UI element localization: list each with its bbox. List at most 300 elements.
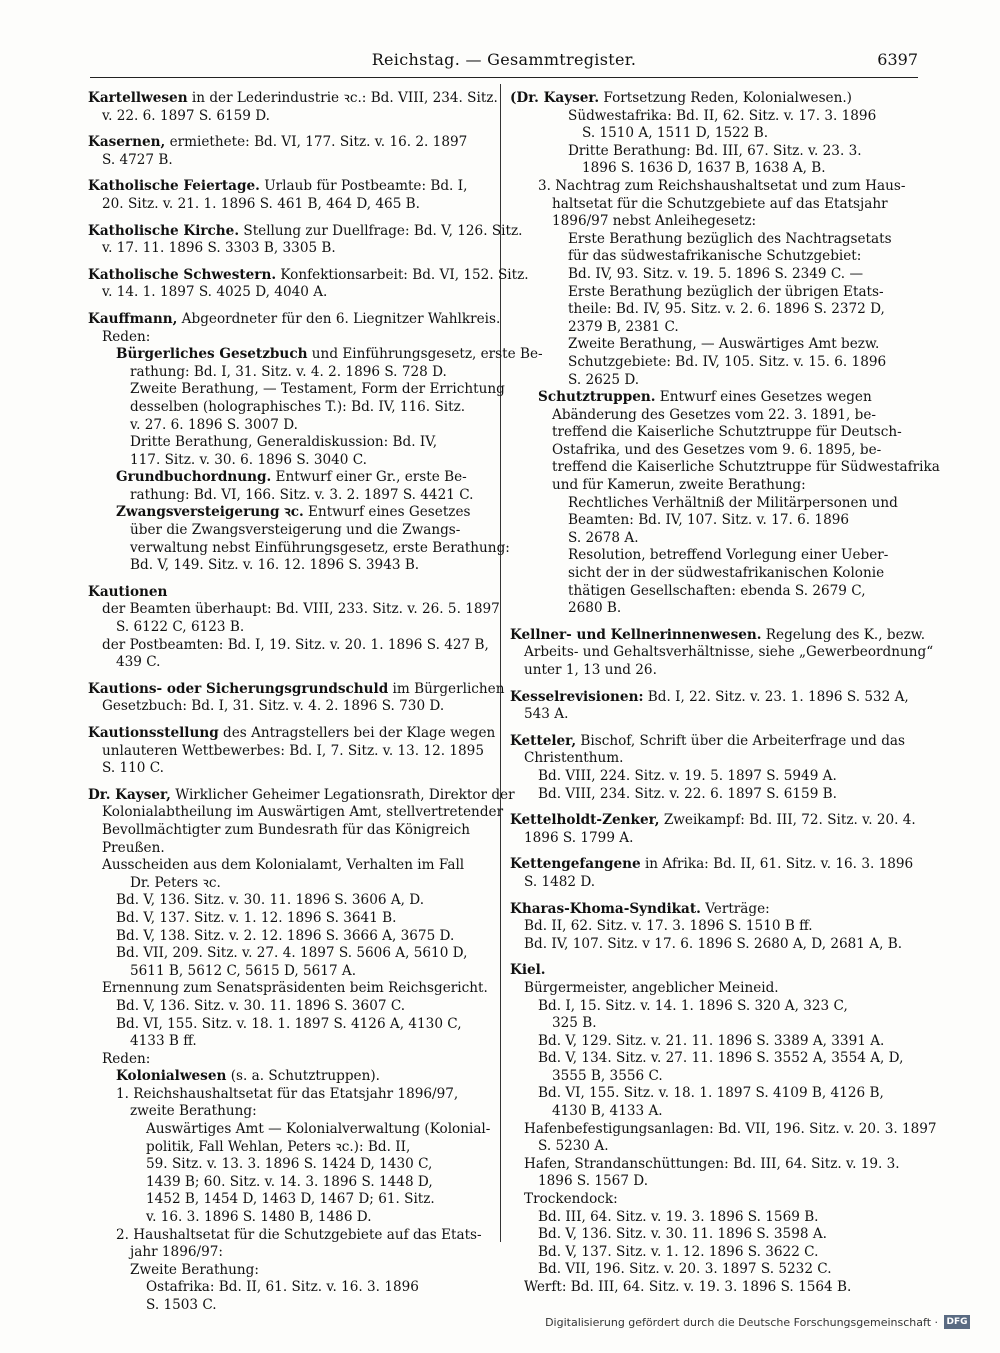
entry-line: [88, 1279, 492, 1297]
entry-line: [88, 1227, 492, 1245]
entry-line: [510, 284, 920, 302]
index-entry: [88, 178, 492, 213]
entry-line: [510, 477, 920, 495]
entry-line: [88, 928, 492, 946]
entry-line: [510, 336, 920, 354]
entry-text: der Beamten überhaupt: Bd. VIII, 233. Sitz. v. 26. 5. 1897: [102, 601, 500, 618]
entry-text: 20. Sitz. v. 21. 1. 1896 S. 461 B, 464 D, 465 B.: [102, 195, 420, 212]
entry-text: Bd. I, 15. Sitz. v. 14. 1. 1896 S. 320 A, 323 C,: [538, 997, 848, 1014]
entry-line: [510, 786, 920, 804]
index-entry: [510, 689, 920, 724]
entry-text: in Afrika: Bd. II, 61. Sitz. v. 16. 3. 1896: [640, 856, 914, 873]
entry-line: [88, 804, 504, 822]
entry-line: [88, 222, 523, 241]
entry-line: [88, 945, 492, 963]
entry-line: [88, 654, 492, 672]
entry-text: Entwurf einer Gr., erste Be-: [271, 469, 467, 486]
entry-line: [88, 760, 492, 778]
entry-text: Ausscheiden aus dem Kolonialamt, Verhalten im Fall: [102, 857, 465, 874]
entry-text: treffend die Kaiserliche Schutztruppe für Südwestafrika: [552, 459, 940, 476]
entry-text: Zweite Berathung:: [130, 1261, 259, 1278]
entry-text: Erste Berathung bezüglich der übrigen Etats-: [568, 283, 884, 300]
entry-line: [88, 1297, 492, 1315]
entry-line: [88, 725, 496, 743]
entry-line: [510, 936, 920, 954]
entry-text: S. 1503 C.: [146, 1297, 217, 1313]
entry-text: Auswärtiges Amt — Kolonialverwaltung (Kolonial-: [146, 1121, 491, 1138]
entry-text: 3. Nachtrag zum Reichshaushaltsetat und zum Haus-: [538, 177, 906, 194]
entry-text: 5611 B, 5612 C, 5615 D, 5617 A.: [130, 962, 357, 979]
entry-text: Fortsetzung Reden, Kolonialwesen.): [599, 90, 852, 106]
entry-line: [88, 822, 492, 840]
entry-line: [88, 329, 492, 347]
entry-text: für das südwestafrikanische Schutzgebiet:: [568, 248, 862, 265]
entry-text: 325 B.: [552, 1015, 597, 1032]
entry-line: [88, 240, 492, 258]
entry-line: [88, 1051, 492, 1069]
index-entry: [88, 90, 498, 125]
entry-text: Bd. I, 22. Sitz. v. 23. 1. 1896 S. 532 A,: [643, 688, 909, 705]
entry-text: thätigen Gesellschaften: ebenda S. 2679 C,: [568, 582, 866, 599]
entry-text: Dritte Berathung: Bd. III, 67. Sitz. v. 23. 3.: [568, 142, 862, 159]
entry-keyword: Kettengefangene: [510, 856, 641, 873]
entry-text: Bd. V, 136. Sitz. v. 30. 11. 1896 S. 3606 A, D.: [116, 892, 425, 909]
index-entry: [510, 626, 934, 680]
entry-line: [88, 152, 492, 170]
entry-line: [510, 706, 920, 724]
entry-line: [510, 644, 934, 662]
right-column: [510, 90, 940, 1306]
index-entry: [510, 856, 920, 891]
entry-text: Bd. V, 134. Sitz. v. 27. 11. 1896 S. 3552 A, 3554 A, D,: [538, 1050, 904, 1067]
entry-text: S. 4727 B.: [102, 151, 173, 168]
entry-text: Verträge:: [700, 900, 770, 917]
entry-text: ermiethete: Bd. VI, 177. Sitz. v. 16. 2. 1897: [165, 134, 468, 151]
entry-keyword: Kellner- und Kellnerinnenwesen.: [510, 626, 762, 643]
entry-line: [88, 1191, 492, 1209]
entry-line: [510, 998, 920, 1016]
entry-text: Hafenbefestigungsanlagen: Bd. VII, 196. Sitz. v. 20. 3. 1897: [524, 1120, 937, 1137]
entry-line: [88, 399, 492, 417]
entry-line: [510, 626, 926, 645]
entry-text: Beamten: Bd. IV, 107. Sitz. v. 17. 6. 1896: [568, 512, 850, 529]
index-entry: [88, 266, 529, 302]
index-entry: [510, 812, 920, 847]
entry-text: Bürgermeister, angeblicher Meineid.: [524, 979, 779, 996]
entry-line: [510, 495, 920, 513]
entry-line: [88, 539, 510, 558]
entry-line: [510, 1085, 920, 1103]
entry-text: Wirklicher Geheimer Legationsrath, Direktor der: [170, 786, 515, 803]
entry-line: [510, 980, 920, 998]
entry-line: [88, 1016, 492, 1034]
entry-line: [510, 856, 920, 874]
entry-text: v. 16. 3. 1896 S. 1480 B, 1486 D.: [146, 1209, 372, 1226]
entry-text: Bd. VII, 196. Sitz. v. 20. 3. 1897 S. 5232 C.: [538, 1261, 832, 1278]
running-title: Reichstag. — Gesammtregister.: [371, 50, 637, 69]
entry-text: Bd. IV, 93. Sitz. v. 19. 5. 1896 S. 2349 C. —: [568, 265, 864, 282]
entry-text: unter 1, 13 und 26.: [524, 662, 657, 678]
entry-text: der Postbeamten: Bd. I, 19. Sitz. v. 20. 1. 1896 S. 427 B,: [102, 636, 489, 653]
entry-line: [510, 1191, 920, 1209]
entry-line: [88, 892, 492, 910]
entry-text: Bd. II, 62. Sitz. v. 17. 3. 1896 S. 1510 B ff.: [524, 918, 813, 935]
entry-text: Hafen, Strandanschüttungen: Bd. III, 64. Sitz. v. 19. 3.: [524, 1155, 900, 1172]
entry-line: [88, 310, 501, 329]
entry-line: [88, 452, 492, 470]
entry-text: Rechtliches Verhältniß der Militärpersonen und: [568, 494, 898, 511]
entry-line: [88, 1121, 492, 1139]
entry-line: [510, 565, 920, 583]
entry-line: [510, 812, 920, 830]
entry-text: Zweite Berathung, — Testament, Form der Errichtung: [130, 381, 505, 398]
entry-line: [510, 196, 920, 214]
entry-line: [88, 1156, 492, 1174]
entry-text: S. 1482 D.: [524, 873, 596, 890]
entry-text: Ernennung zum Senatspräsidenten beim Reichsgericht.: [102, 980, 488, 997]
entry-keyword: Kautionsstellung: [88, 725, 219, 741]
entry-text: S. 2678 A.: [568, 529, 639, 546]
entry-line: [88, 601, 500, 619]
entry-text: 4130 B, 4133 A.: [552, 1103, 663, 1120]
entry-text: treffend die Kaiserliche Schutztruppe für Deutsch-: [552, 424, 902, 441]
entry-line: [510, 662, 920, 680]
entry-line: [510, 1244, 920, 1262]
entry-line: [510, 266, 920, 284]
entry-line: [88, 584, 492, 602]
index-entry: [88, 680, 505, 716]
entry-line: [88, 557, 492, 575]
entry-text: Bd. IV, 107. Sitz. v 17. 6. 1896 S. 2680 A, D, 2681 A, B.: [524, 935, 903, 952]
entry-line: [510, 874, 920, 892]
index-entry: [510, 733, 920, 803]
entry-text: 2379 B, 2381 C.: [568, 318, 679, 335]
entry-text: sicht der in der südwestafrikanischen Kolonie: [568, 565, 885, 582]
entry-line: [88, 1244, 492, 1262]
entry-line: [88, 680, 505, 699]
entry-text: Stellung zur Duellfrage: Bd. V, 126. Sitz.: [239, 222, 523, 239]
entry-text: jahr 1896/97:: [130, 1244, 223, 1261]
header-rule: [90, 77, 918, 78]
entry-line: [88, 743, 492, 761]
footer-credit: Digitalisierung gefördert durch die Deutsche Forschungsgemeinschaft ·: [545, 1315, 938, 1329]
entry-line: [88, 108, 492, 126]
entry-text: Bd. V, 137. Sitz. v. 1. 12. 1896 S. 3622 C.: [538, 1243, 819, 1260]
entry-line: [510, 301, 920, 319]
entry-text: 1896 S. 1567 D.: [538, 1173, 649, 1190]
entry-text: Abgeordneter für den 6. Liegnitzer Wahlkreis.: [177, 310, 501, 327]
entry-line: [88, 1209, 492, 1227]
entry-line: [510, 1173, 920, 1191]
entry-line: [88, 434, 492, 452]
entry-line: [510, 354, 920, 372]
entry-text: Schutzgebiete: Bd. IV, 105. Sitz. v. 15. 6. 1896: [568, 353, 887, 370]
entry-text: Zweite Berathung, — Auswärtiges Amt bezw.: [568, 336, 880, 353]
entry-line: [510, 125, 920, 143]
entry-text: Reden:: [102, 328, 151, 345]
entry-text: 1439 B; 60. Sitz. v. 14. 3. 1896 S. 1448 D,: [146, 1173, 433, 1190]
entry-line: [88, 381, 505, 399]
entry-line: [510, 750, 920, 768]
entry-text: 117. Sitz. v. 30. 6. 1896 S. 3040 C.: [130, 451, 367, 468]
entry-line: [88, 266, 529, 285]
entry-text: Ostafrika: Bd. II, 61. Sitz. v. 16. 3. 1896: [146, 1279, 419, 1296]
entry-line: [510, 530, 920, 548]
entry-text: zweite Berathung:: [130, 1103, 257, 1120]
entry-keyword: Kesselrevisionen:: [510, 688, 644, 705]
entry-text: unlauteren Wettbewerbes: Bd. I, 7. Sitz. v. 13. 12. 1895: [102, 742, 484, 759]
entry-line: [510, 108, 920, 126]
entry-line: [510, 1120, 937, 1139]
entry-line: [88, 910, 492, 928]
entry-keyword: Kasernen,: [88, 134, 166, 151]
entry-text: Preußen.: [102, 839, 165, 856]
entry-text: 4133 B ff.: [130, 1033, 197, 1050]
entry-line: [88, 857, 492, 875]
entry-line: [88, 1033, 492, 1051]
entry-keyword: Katholische Feiertage.: [88, 178, 260, 195]
footer: [545, 1315, 970, 1329]
entry-line: [510, 1033, 920, 1051]
entry-text: Bd. V, 137. Sitz. v. 1. 12. 1896 S. 3641 B.: [116, 909, 397, 926]
entry-text: S. 6122 C, 6123 B.: [116, 619, 245, 636]
entry-line: [88, 522, 492, 540]
entry-line: [510, 1261, 920, 1279]
entry-text: Gesetzbuch: Bd. I, 31. Sitz. v. 4. 2. 1896 S. 730 D.: [102, 698, 445, 715]
index-entry: [510, 962, 937, 1296]
entry-line: [88, 469, 492, 487]
entry-text: 439 C.: [116, 654, 161, 671]
entry-text: politik, Fall Wehlan, Peters ꝛc.): Bd. II,: [146, 1138, 411, 1155]
entry-line: [88, 1174, 492, 1192]
entry-line: [510, 1050, 920, 1068]
entry-keyword: Kiel.: [510, 962, 546, 979]
entry-keyword: Katholische Schwestern.: [88, 266, 277, 283]
entry-text: Bd. V, 149. Sitz. v. 16. 12. 1896 S. 3943 B.: [130, 557, 420, 574]
entry-line: [88, 786, 515, 805]
entry-line: [88, 487, 492, 505]
entry-keyword: Kolonialwesen: [116, 1068, 227, 1085]
entry-text: Christenthum.: [524, 750, 624, 767]
entry-line: [510, 1209, 920, 1227]
entry-text: in der Lederindustrie ꝛc.: Bd. VIII, 234. Sitz.: [187, 90, 498, 106]
entry-keyword: Kartellwesen: [88, 90, 188, 106]
entry-text: Trockendock:: [524, 1191, 618, 1208]
entry-keyword: Schutztruppen.: [538, 389, 656, 406]
entry-line: [88, 90, 498, 108]
entry-keyword: Kauffmann,: [88, 310, 178, 327]
entry-text: und für Kamerun, zweite Berathung:: [552, 477, 806, 494]
entry-text: Konfektionsarbeit: Bd. VI, 152. Sitz.: [276, 266, 529, 283]
entry-line: [510, 962, 920, 980]
entry-text: Kolonialabtheilung im Auswärtigen Amt, stellvertretender: [102, 804, 504, 821]
entry-text: 1452 B, 1454 D, 1463 D, 1467 D; 61. Sitz.: [146, 1191, 435, 1208]
entry-keyword: Kautionen: [88, 583, 168, 600]
entry-text: Abänderung des Gesetzes vom 22. 3. 1891, be-: [552, 406, 876, 423]
entry-text: Regelung des K., bezw.: [761, 626, 926, 643]
entry-line: [88, 346, 543, 364]
entry-line: [510, 178, 920, 196]
entry-line: [88, 134, 492, 152]
entry-line: [88, 998, 492, 1016]
entry-line: [88, 637, 492, 655]
entry-line: [510, 1156, 920, 1174]
index-entry: [88, 725, 496, 778]
entry-line: [88, 1262, 492, 1280]
entry-text: desselben (holographisches T.): Bd. IV, 116. Sitz.: [130, 398, 466, 415]
entry-keyword: Kettelholdt-Zenker,: [510, 812, 660, 829]
entry-line: [88, 875, 492, 893]
entry-keyword: Grundbuchordnung.: [116, 469, 272, 486]
entry-line: [510, 90, 920, 108]
entry-line: [510, 459, 940, 477]
entry-line: [510, 689, 920, 707]
entry-text: Werft: Bd. III, 64. Sitz. v. 19. 3. 1896 S. 1564 B.: [524, 1279, 852, 1295]
column-divider: [500, 84, 501, 1242]
entry-text: Entwurf eines Gesetzes wegen: [655, 389, 872, 406]
entry-line: [510, 768, 920, 786]
dfg-logo: DFG: [944, 1315, 970, 1329]
entry-line: [510, 1279, 920, 1297]
entry-line: [510, 830, 920, 848]
entry-text: Bd. V, 129. Sitz. v. 21. 11. 1896 S. 3389 A, 3391 A.: [538, 1032, 885, 1049]
entry-line: [510, 512, 920, 530]
entry-line: [510, 1068, 920, 1086]
entry-text: Bd. VIII, 234. Sitz. v. 22. 6. 1897 S. 6159 B.: [538, 785, 837, 802]
entry-text: S. 110 C.: [102, 760, 164, 777]
entry-line: [88, 1086, 492, 1104]
running-header: [90, 50, 918, 72]
entry-text: 1896 S. 1799 A.: [524, 829, 634, 846]
page-number: 6397: [877, 50, 918, 69]
index-entry: [88, 134, 492, 169]
entry-text: v. 14. 1. 1897 S. 4025 D, 4040 A.: [102, 284, 328, 301]
entry-text: 59. Sitz. v. 13. 3. 1896 S. 1424 D, 1430 C,: [146, 1156, 433, 1173]
entry-text: haltsetat für die Schutzgebiete auf das Etatsjahr: [552, 195, 888, 212]
entry-keyword: Zwangsversteigerung ꝛc.: [116, 504, 304, 521]
entry-line: [510, 1015, 920, 1033]
entry-text: v. 22. 6. 1897 S. 6159 D.: [102, 107, 270, 124]
entry-text: im Bürgerlichen: [388, 680, 505, 697]
entry-line: [88, 504, 492, 522]
entry-keyword: Ketteler,: [510, 732, 577, 749]
entry-text: Bd. VI, 155. Sitz. v. 18. 1. 1897 S. 4126 A, 4130 C,: [116, 1015, 462, 1032]
entry-keyword: Kautions- oder Sicherungsgrundschuld: [88, 680, 389, 697]
index-entry: [88, 786, 515, 1315]
entry-text: Bd. V, 136. Sitz. v. 30. 11. 1896 S. 3598 A.: [538, 1226, 827, 1243]
entry-text: 1. Reichshaushaltsetat für das Etatsjahr 1896/97,: [116, 1085, 459, 1102]
entry-line: [510, 442, 920, 460]
entry-line: [88, 178, 492, 196]
entry-line: [510, 1103, 920, 1121]
entry-line: [510, 407, 920, 425]
entry-line: [88, 963, 492, 981]
entry-text: Urlaub für Postbeamte: Bd. I,: [259, 178, 468, 195]
index-entry: [510, 90, 940, 618]
entry-line: [88, 1103, 492, 1121]
entry-text: 543 A.: [524, 706, 569, 723]
entry-line: [510, 918, 920, 936]
entry-line: [88, 364, 492, 382]
entry-line: [88, 619, 492, 637]
entry-text: Resolution, betreffend Vorlegung einer Ueber-: [568, 547, 889, 564]
entry-line: [88, 1139, 492, 1157]
entry-keyword: Katholische Kirche.: [88, 222, 240, 239]
entry-line: [510, 424, 920, 442]
entry-line: [510, 160, 920, 178]
entry-line: [510, 547, 920, 565]
index-entry: [88, 583, 500, 672]
entry-keyword: (Dr. Kayser.: [510, 90, 600, 106]
entry-keyword: Dr. Kayser,: [88, 786, 171, 803]
index-entry: [88, 310, 543, 575]
entry-text: 1896/97 nebst Anleihegesetz:: [552, 213, 757, 230]
entry-text: rathung: Bd. I, 31. Sitz. v. 4. 2. 1896 S. 728 D.: [130, 363, 447, 380]
entry-line: [510, 213, 920, 231]
entry-text: Dritte Berathung, Generaldiskussion: Bd. IV,: [130, 434, 438, 451]
index-entry: [510, 901, 920, 954]
entry-line: [88, 417, 492, 435]
entry-text: Dr. Peters ꝛc.: [130, 874, 221, 891]
entry-text: 2. Haushaltsetat für die Schutzgebiete auf das Etats-: [116, 1226, 482, 1243]
entry-text: Entwurf eines Gesetzes: [303, 504, 471, 521]
entry-text: verwaltung nebst Einführungsgesetz, erste Berathung:: [130, 539, 510, 556]
entry-line: [510, 248, 920, 266]
entry-text: Bd. VI, 155. Sitz. v. 18. 1. 1897 S. 4109 B, 4126 B,: [538, 1085, 884, 1102]
entry-keyword: Kharas-Khoma-Syndikat.: [510, 900, 701, 917]
entry-keyword: Bürgerliches Gesetzbuch: [116, 346, 308, 363]
entry-line: [88, 840, 492, 858]
entry-text: Bischof, Schrift über die Arbeiterfrage und das: [576, 732, 905, 749]
entry-text: 2680 B.: [568, 600, 622, 617]
entry-line: [510, 143, 920, 161]
entry-line: [88, 980, 492, 998]
entry-line: [88, 698, 492, 716]
entry-text: des Antragstellers bei der Klage wegen: [218, 725, 496, 741]
entry-line: [510, 600, 920, 618]
entry-text: über die Zwangsversteigerung und die Zwangs-: [130, 522, 461, 539]
entry-line: [88, 196, 492, 214]
entry-line: [510, 733, 920, 751]
entry-text: Bd. V, 138. Sitz. v. 2. 12. 1896 S. 3666 A, 3675 D.: [116, 927, 455, 944]
entry-text: 3555 B, 3556 C.: [552, 1067, 663, 1084]
entry-line: [88, 1068, 492, 1086]
index-entry: [88, 222, 523, 258]
entry-text: Südwestafrika: Bd. II, 62. Sitz. v. 17. 3. 1896: [568, 107, 877, 124]
entry-line: [88, 284, 492, 302]
entry-text: Bd. VIII, 224. Sitz. v. 19. 5. 1897 S. 5949 A.: [538, 767, 837, 784]
entry-line: [510, 1138, 920, 1156]
entry-line: [510, 319, 920, 337]
entry-line: [510, 231, 920, 249]
entry-text: S. 1510 A, 1511 D, 1522 B.: [582, 125, 769, 142]
entry-text: und Einführungsgesetz, erste Be-: [307, 346, 543, 363]
entry-line: [510, 372, 920, 390]
entry-text: Ostafrika, und des Gesetzes vom 9. 6. 1895, be-: [552, 441, 882, 458]
entry-text: 1896 S. 1636 D, 1637 B, 1638 A, B.: [582, 160, 826, 177]
entry-text: theile: Bd. IV, 95. Sitz. v. 2. 6. 1896 S. 2372 D,: [568, 301, 885, 318]
entry-text: Bevollmächtigter zum Bundesrath für das Königreich: [102, 821, 471, 838]
entry-text: Erste Berathung bezüglich des Nachtragsetats: [568, 230, 892, 247]
entry-text: v. 17. 11. 1896 S. 3303 B, 3305 B.: [102, 240, 336, 257]
entry-text: S. 5230 A.: [538, 1138, 609, 1155]
entry-text: v. 27. 6. 1896 S. 3007 D.: [130, 416, 298, 433]
entry-line: [510, 1226, 920, 1244]
entry-line: [510, 901, 920, 919]
entry-text: Bd. V, 136. Sitz. v. 30. 11. 1896 S. 3607 C.: [116, 997, 406, 1014]
entry-line: [510, 583, 920, 601]
entry-text: Bd. III, 64. Sitz. v. 19. 3. 1896 S. 1569 B.: [538, 1208, 819, 1225]
